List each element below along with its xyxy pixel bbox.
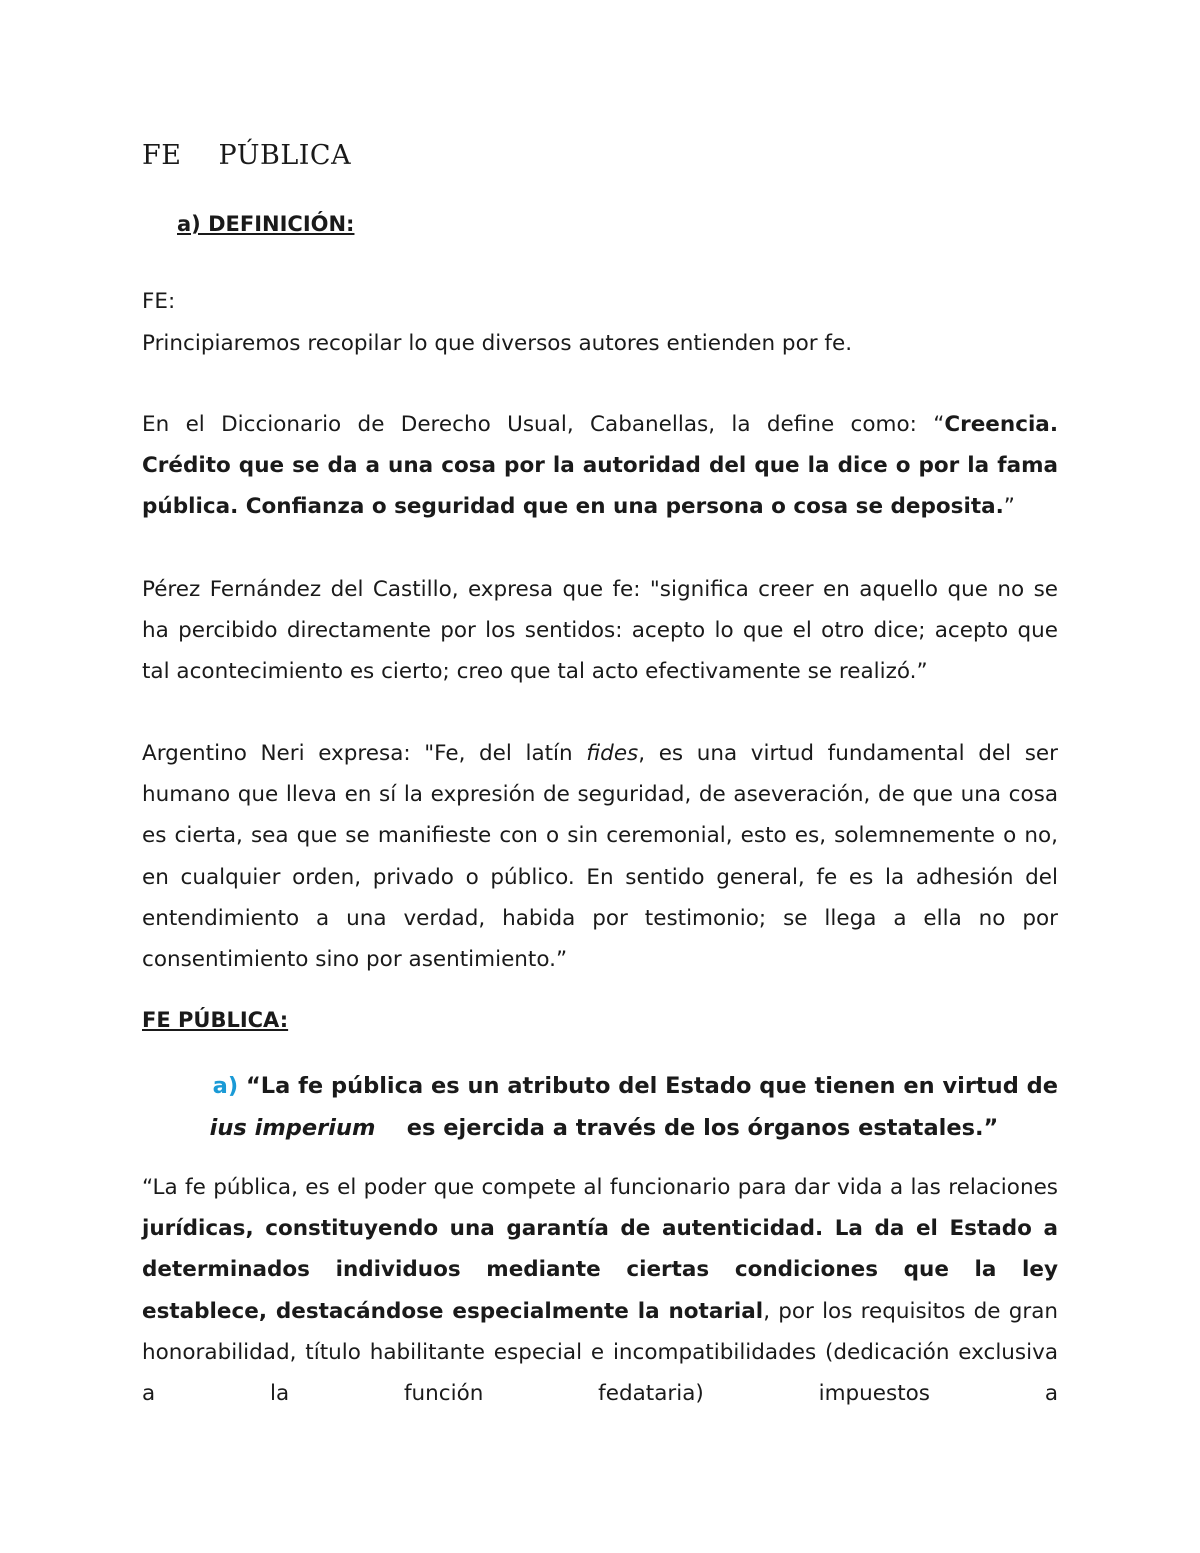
final-paragraph [142, 1167, 1058, 1414]
cabanellas-end: ” [1003, 494, 1015, 520]
quote-a [142, 1065, 1058, 1149]
quote-a-line2 [142, 1107, 1058, 1149]
neri-rest: , es una virtud fundamental del ser humano que lleva en sí la expresión de seguridad, de aseveración, de que una cosa es cierta, sea que se manifieste con o sin ceremonial, esto es, solemnemente o no, en cualquier orden, privado o público. En sentido general, fe es la adhesión del entendimiento a una verdad, habida por testimonio; se llega a ella no por consentimiento sino por asentimiento.” [142, 741, 1059, 973]
ius-imperium-term: ius imperium [209, 1115, 376, 1141]
cabanellas-paragraph [142, 404, 1058, 528]
neri-lead: Argentino Neri expresa: "Fe, del latín [142, 741, 587, 766]
fe-publica-heading: FE PÚBLICA: [142, 1008, 289, 1032]
quote-a-text2: es ejercida a través de los órganos estatales.” [406, 1115, 999, 1141]
intro-paragraph: Principiaremos recopilar lo que diversos autores entienden por fe. [142, 331, 853, 356]
final-lead: “La fe pública, es el poder que compete al funcionario para dar vida a las relaciones [142, 1175, 1058, 1200]
final-rest: , por los requisitos de gran honorabilidad, título habilitante especial e incompatibilidades (dedicación exclusiva a la función fedataria) impuestos a [142, 1298, 1058, 1407]
cabanellas-lead: En el Diccionario de Derecho Usual, Cabanellas, la define como: “ [142, 412, 945, 437]
quote-a-line1 [142, 1065, 1058, 1107]
neri-paragraph [142, 733, 1058, 980]
perez-paragraph: Pérez Fernández del Castillo, expresa que fe: "significa creer en aquello que no se ha percibido directamente por los sentidos: acepto lo que el otro dice; acepto que tal acontecimiento es cierto; creo que tal acto efectivamente se realizó.” [142, 577, 1058, 685]
list-marker-a: a) [212, 1073, 239, 1099]
quote-a-text1: “La fe pública es un atributo del Estado que tienen en virtud de [238, 1073, 1058, 1099]
page-title: FE PÚBLICA [142, 140, 352, 171]
final-bold-text: jurídicas, constituyendo una garantía de autenticidad. La da el Estado a determinados individuos mediante ciertas condiciones que la ley establece, destacándose especialmente la notarial [142, 1216, 1058, 1324]
cabanellas-definition: Creencia. Crédito que se da a una cosa por la autoridad del que la dice o por la fama pública. Confianza o seguridad que en una persona o cosa se deposita. [142, 412, 1058, 520]
neri-latin-term: fides [586, 741, 639, 766]
definition-heading: a) DEFINICIÓN: [177, 212, 355, 236]
fe-label: FE: [142, 289, 176, 314]
